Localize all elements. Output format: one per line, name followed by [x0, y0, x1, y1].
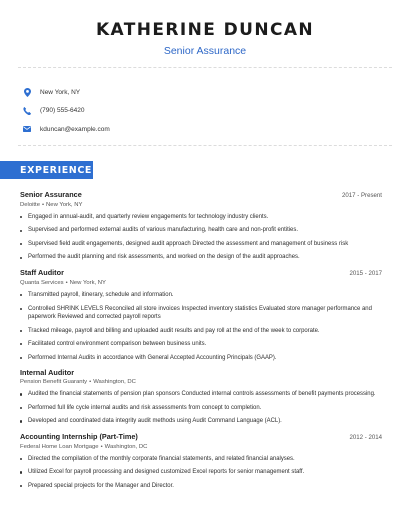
contact-list: [22, 83, 110, 139]
job-bullets: [20, 455, 382, 491]
job-location: Washington, DC: [104, 443, 148, 450]
job-company: Pension Benefit Guaranty: [20, 379, 88, 386]
job-dates: 2012 - 2014: [349, 433, 382, 441]
envelope-icon: [22, 124, 32, 134]
candidate-name: KATHERINE DUNCAN: [95, 20, 315, 40]
list-item: Supervised field audit engagements, designed audit approach Directed the assessment and management of business risk: [20, 240, 382, 249]
job-bullets: [20, 291, 382, 362]
contact-location: [22, 83, 110, 102]
map-pin-icon: [22, 87, 32, 97]
list-item: Prepared special projects for the Manager and Director.: [20, 482, 382, 491]
job-location: New York, NY: [69, 280, 106, 287]
candidate-title: Senior Assurance: [163, 45, 247, 57]
contact-phone: [22, 102, 110, 121]
resume-header: [0, 0, 410, 57]
list-item: Developed and coordinated data integrity audit methods using Audit Command Language (ACL).: [20, 417, 382, 426]
phone-icon: [22, 106, 32, 116]
contact-divider: [18, 145, 392, 146]
list-item: Performed Internal Audits in accordance with General Accepted Accounting Principals (GAAP).: [20, 354, 382, 363]
list-item: Performed full life cycle internal audits and risk assessments from concept to completion.: [20, 404, 382, 413]
job-company-line: Deloitte • New York, NY: [20, 202, 83, 208]
list-item: Tracked mileage, payroll and billing and uploaded audit results and pay roll at the end of the week to corporate.: [20, 327, 382, 336]
job-entry: [20, 267, 382, 362]
list-item: Facilitated control environment comparison between business units.: [20, 340, 382, 349]
job-entry: [20, 431, 382, 491]
experience-section-heading: EXPERIENCE: [0, 161, 93, 179]
list-item: Engaged in annual-audit, and quarterly review engagements for technology industry clients.: [20, 213, 382, 222]
contact-location-text: New York, NY: [40, 88, 81, 96]
list-item: Directed the compilation of the monthly corporate financial statements, and related financial analyses.: [20, 455, 382, 464]
contact-email-text: kduncan@example.com: [40, 125, 110, 133]
contact-email: [22, 120, 110, 139]
experience-list: [20, 189, 382, 495]
contact-phone-text: (790) 555-6420: [40, 107, 85, 115]
job-title: Internal Auditor: [20, 368, 75, 378]
list-item: Transmitted payroll, itinerary, schedule and information.: [20, 291, 382, 300]
job-location: New York, NY: [46, 202, 83, 208]
job-dates: 2015 - 2017: [349, 270, 382, 278]
job-company-line: Pension Benefit Guaranty • Washington, DC: [20, 379, 136, 386]
list-item: Audited the financial statements of pension plan sponsors Conducted internal controls assessments of benefit payments processing.: [20, 390, 382, 399]
job-company: Quanta Services: [20, 280, 64, 287]
job-title: Staff Auditor: [20, 268, 64, 278]
list-item: Performed the audit planning and risk assessments, and worked on the design of the audit approaches.: [20, 253, 382, 262]
job-company-line: Federal Home Loan Mortgage • Washington, DC: [20, 443, 148, 450]
job-title: Senior Assurance: [20, 190, 82, 199]
job-bullets: [20, 390, 382, 426]
header-divider: [18, 67, 392, 68]
list-item: Utilized Excel for payroll processing and designed customized Excel reports for senior management staff.: [20, 468, 382, 477]
job-dates: 2017 - Present: [342, 192, 382, 199]
job-company-line: Quanta Services • New York, NY: [20, 280, 106, 287]
job-bullets: [20, 213, 382, 262]
list-item: Controlled SHRINK LEVELS Reconciled all store invoices Inspected inventory statistics Evaluated store manager performance and paperwork Reviewed and corrected payroll reports: [20, 305, 382, 322]
job-location: Washington, DC: [93, 379, 136, 386]
job-entry: [20, 189, 382, 262]
job-company: Federal Home Loan Mortgage: [20, 443, 99, 450]
job-title: Accounting Internship (Part-Time): [20, 431, 138, 441]
job-company: Deloitte: [20, 202, 40, 208]
list-item: Supervised and performed external audits of various manufacturing, health care and non-profit entities.: [20, 226, 382, 235]
job-entry: [20, 367, 382, 426]
